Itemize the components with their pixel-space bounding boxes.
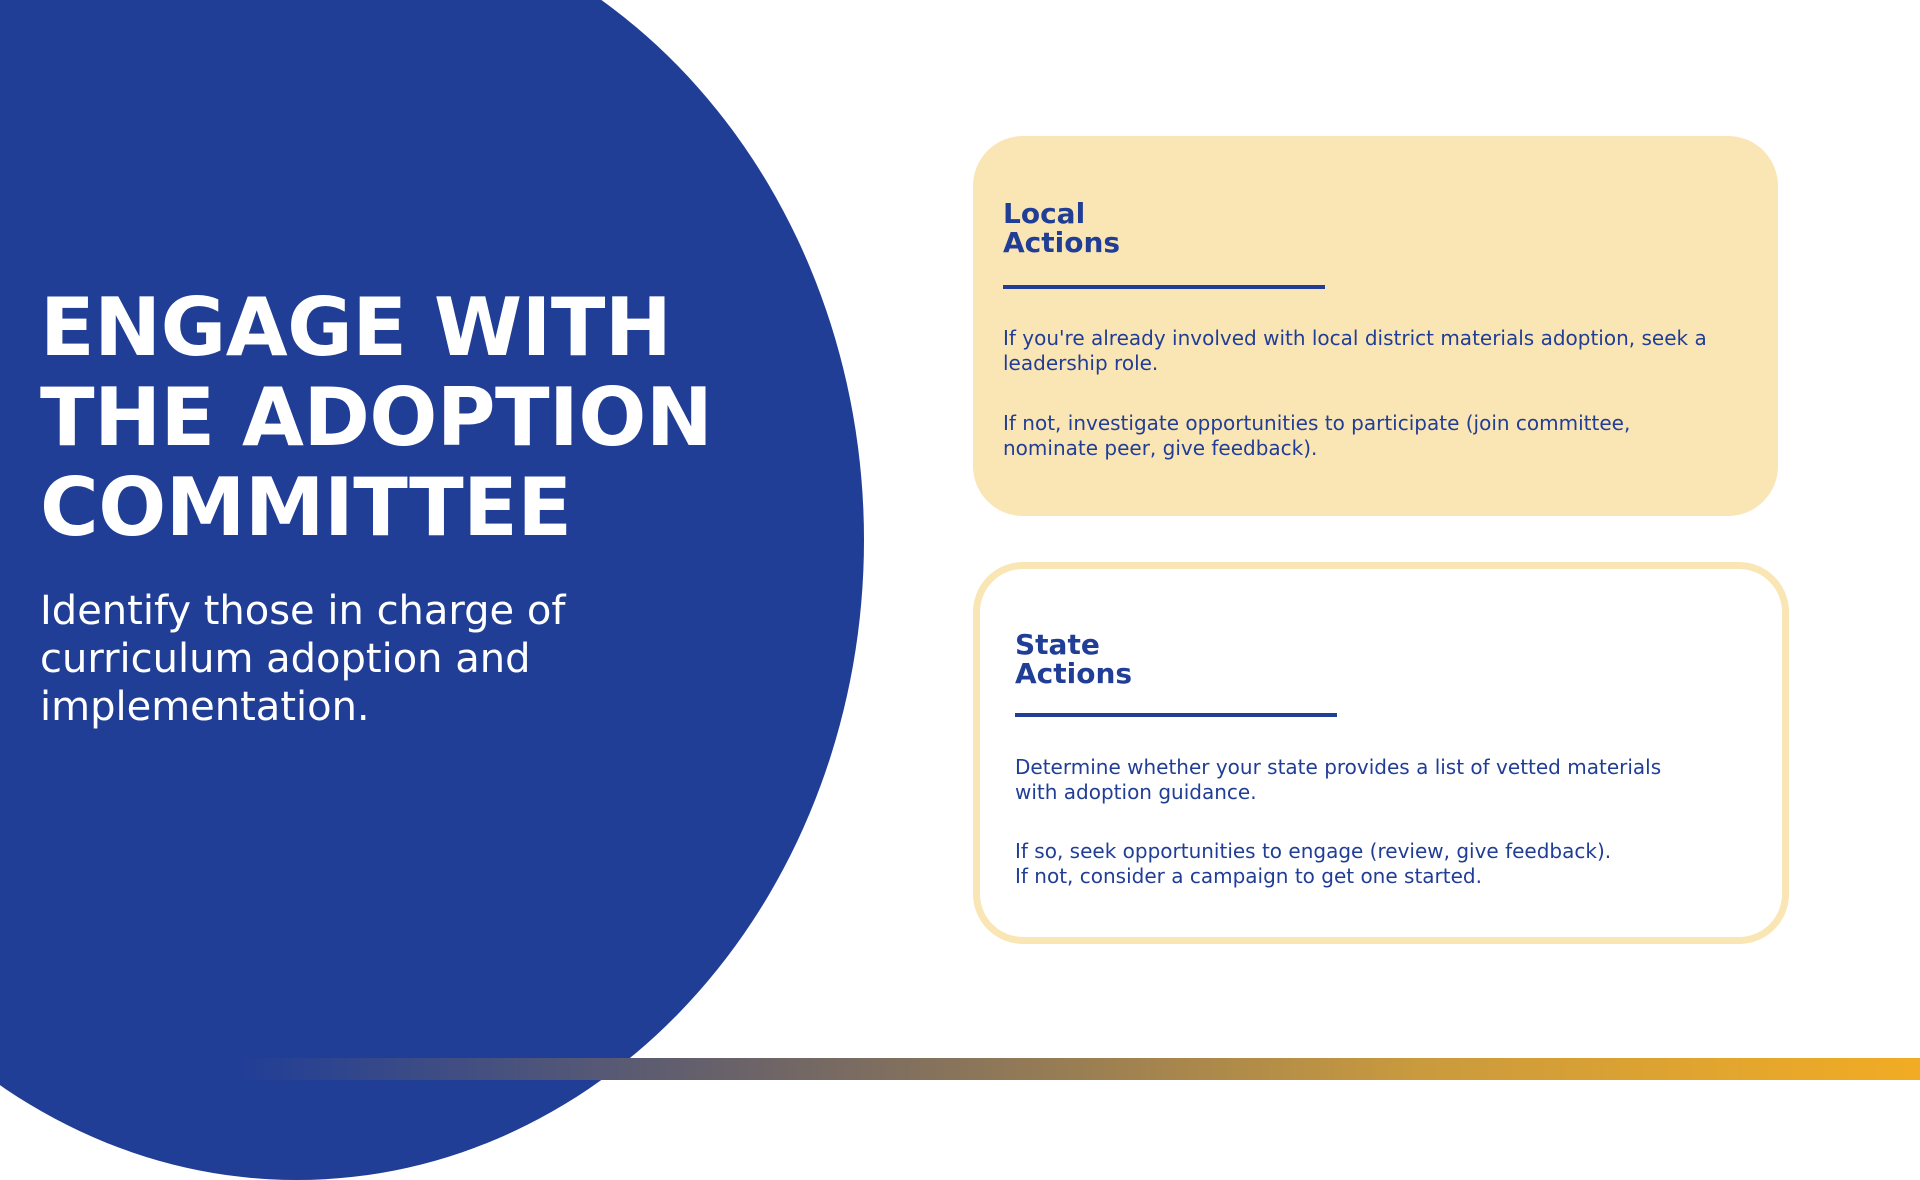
state-actions-card [973, 562, 1789, 944]
state-actions-paragraph: Determine whether your state provides a list of vetted materials with adoption guidance. [1015, 755, 1662, 804]
bottom-gradient-bar [240, 1058, 1920, 1080]
state-actions-heading: State Actions [1015, 628, 1133, 690]
local-actions-divider [1003, 285, 1325, 289]
local-actions-paragraph: If not, investigate opportunities to participate (join committee, nominate peer, give feedback). [1003, 411, 1631, 460]
local-actions-card [973, 136, 1778, 516]
page-subtitle: Identify those in charge of curriculum adoption and implementation. [40, 588, 566, 730]
state-actions-divider [1015, 713, 1337, 717]
local-actions-paragraph: If you're already involved with local district materials adoption, seek a leadership role. [1003, 326, 1707, 375]
page-title: ENGAGE WITH THE ADOPTION COMMITTEE [40, 281, 713, 554]
state-actions-paragraph: If so, seek opportunities to engage (review, give feedback). If not, consider a campaign to get one started. [1015, 839, 1612, 888]
local-actions-heading: Local Actions [1003, 197, 1121, 259]
